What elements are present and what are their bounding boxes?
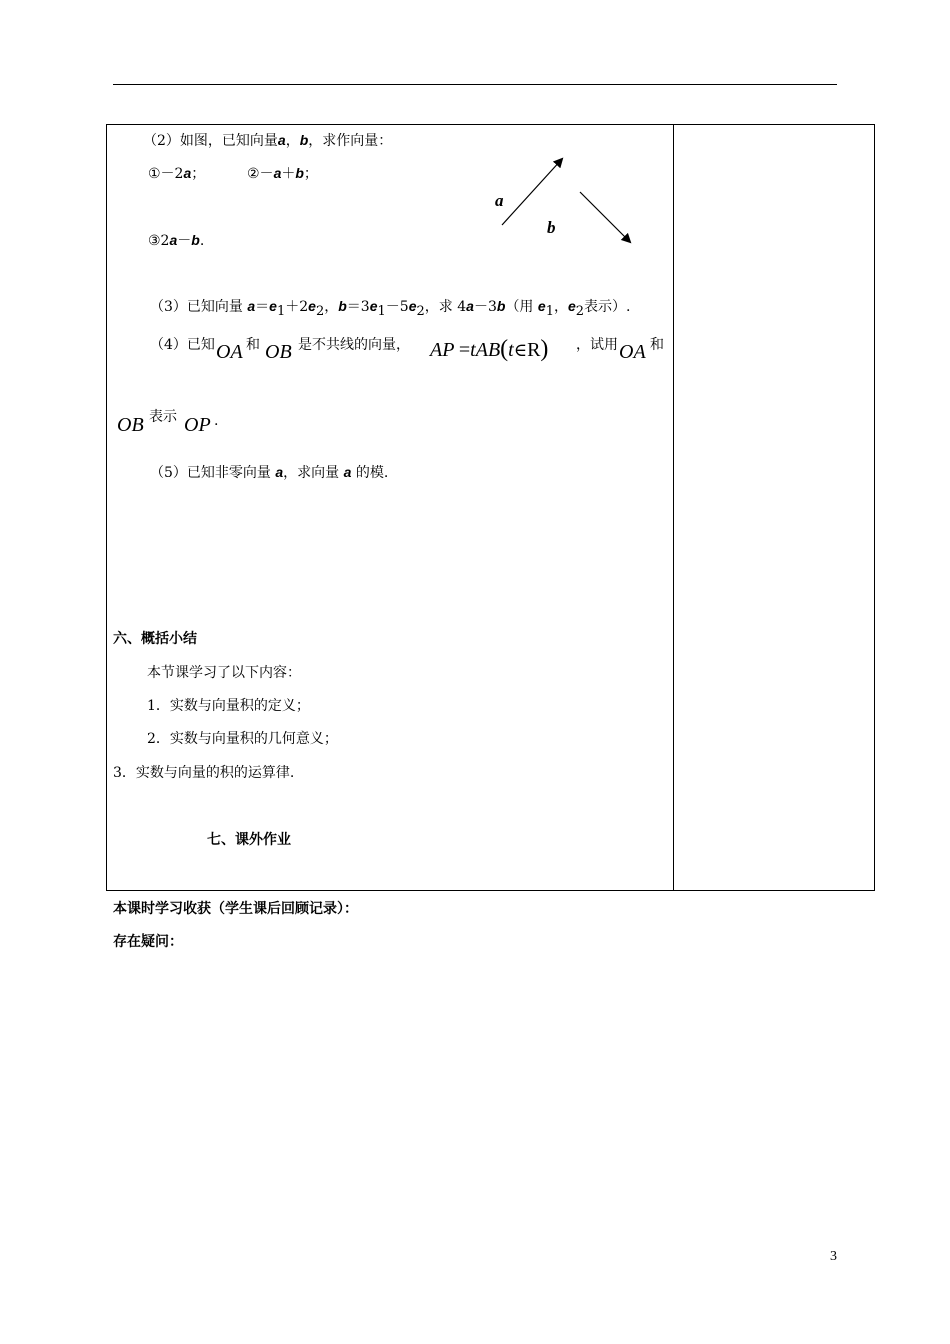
q2-var-a: a bbox=[277, 132, 286, 148]
q3-e1: e bbox=[269, 298, 277, 314]
q2-sub3-minus: － bbox=[177, 233, 192, 249]
q2-sub3-end: . bbox=[199, 233, 205, 249]
q2-sub3-var-b: b bbox=[191, 232, 200, 248]
q2-sub1-label: ①－2 bbox=[148, 166, 184, 182]
q4-text-4: 表示 bbox=[149, 409, 177, 425]
vector-figure bbox=[480, 150, 650, 260]
formula-paren-open: ( bbox=[500, 336, 509, 362]
q3-eq2: ＝3 bbox=[346, 299, 370, 315]
q5-text-3: 的模. bbox=[351, 465, 389, 481]
question-2 bbox=[143, 130, 392, 150]
q3-plus: ＋2 bbox=[285, 299, 309, 315]
q3-text-2: ，求 4 bbox=[424, 299, 467, 315]
q5-var-a: a bbox=[275, 464, 284, 480]
q3-minus2: －3 bbox=[473, 299, 497, 315]
homework-heading: 七、课外作业 bbox=[207, 832, 291, 848]
q3-e5-sub: 1 bbox=[545, 303, 554, 319]
q3-e4-sub: 2 bbox=[416, 303, 425, 319]
q3-e3: e bbox=[369, 298, 378, 314]
questions-label: 存在疑问： bbox=[113, 934, 183, 950]
q4-text-2: 是不共线的向量， bbox=[298, 337, 410, 353]
q3-comma: ， bbox=[324, 299, 339, 315]
q3-var-a: a bbox=[247, 298, 256, 314]
question-3 bbox=[150, 296, 631, 319]
q4-vec-OP: OP bbox=[184, 414, 211, 436]
q3-e6-sub: 2 bbox=[575, 303, 585, 319]
q3-e2-sub: 2 bbox=[315, 303, 325, 319]
formula-AB: AB bbox=[475, 339, 501, 361]
q2-var-b: b bbox=[299, 132, 309, 148]
formula-t2: t bbox=[508, 339, 514, 361]
q3-e4: e bbox=[408, 298, 417, 314]
vector-a-arrow bbox=[502, 159, 562, 225]
q2-sub2-plus: ＋ bbox=[281, 166, 296, 182]
vector-b-arrow bbox=[580, 192, 630, 242]
q2-sub-2 bbox=[247, 163, 318, 183]
header-rule bbox=[113, 84, 837, 85]
table-column-divider bbox=[673, 124, 674, 891]
q4-text-1: （4）已知 bbox=[150, 337, 215, 353]
q4-formula bbox=[430, 336, 548, 363]
q5-var-a2: a bbox=[343, 464, 352, 480]
q4-vec-OA: OA bbox=[216, 341, 243, 363]
q4-he2: 和 bbox=[650, 337, 664, 353]
q2-sub3-var-a: a bbox=[169, 232, 178, 248]
q3-text-3: （用 bbox=[505, 299, 538, 315]
q5-text-1: （5）已知非零向量 bbox=[150, 465, 276, 481]
formula-t: t bbox=[470, 339, 476, 361]
summary-intro: 本节课学习了以下内容： bbox=[147, 665, 301, 681]
q2-sub2-var-b: b bbox=[295, 165, 304, 181]
q3-eq: ＝ bbox=[255, 299, 270, 315]
q2-text-suffix: ，求作向量： bbox=[308, 133, 393, 149]
q3-e3-sub: 1 bbox=[377, 303, 386, 319]
q2-sub1-var: a bbox=[183, 165, 192, 181]
formula-AP: AP bbox=[430, 339, 455, 361]
q3-text-4: 表示）. bbox=[584, 299, 631, 315]
q2-sub-1 bbox=[148, 163, 205, 183]
vector-a-label: a bbox=[495, 191, 504, 210]
formula-in: ∈ bbox=[513, 340, 528, 360]
q4-end: . bbox=[214, 413, 219, 429]
q3-var-b: b bbox=[338, 298, 347, 314]
q3-var-b2: b bbox=[496, 298, 506, 314]
summary-point-2: 2．实数与向量积的几何意义； bbox=[147, 731, 338, 747]
q2-sub1-end: ； bbox=[191, 166, 206, 182]
summary-point-3: 3．实数与向量的积的运算律. bbox=[113, 765, 295, 781]
q4-vec-OB: OB bbox=[265, 341, 292, 363]
learning-gain-label: 本课时学习收获（学生课后回顾记录）： bbox=[113, 901, 358, 917]
q4-he: 和 bbox=[246, 337, 260, 353]
summary-point-1: 1．实数与向量积的定义； bbox=[147, 698, 310, 714]
q2-comma: ， bbox=[285, 133, 300, 149]
q4-text-3: ，试用 bbox=[576, 337, 618, 353]
q2-text-prefix: （2）如图，已知向量 bbox=[143, 133, 278, 149]
q5-text-2: ，求向量 bbox=[283, 465, 344, 481]
q4-vec-OB2: OB bbox=[117, 414, 144, 436]
q2-sub2-end: ； bbox=[303, 166, 318, 182]
vector-b-label: b bbox=[547, 218, 556, 237]
q3-e1-sub: 1 bbox=[276, 303, 286, 319]
formula-equals: = bbox=[458, 339, 471, 361]
summary-heading: 六、概括小结 bbox=[113, 631, 197, 647]
q3-text-1: （3）已知向量 bbox=[150, 299, 248, 315]
formula-R: R bbox=[527, 339, 541, 361]
q3-e5: e bbox=[537, 298, 546, 314]
q3-minus: －5 bbox=[385, 299, 409, 315]
q2-sub2-var-a: a bbox=[273, 165, 282, 181]
question-5 bbox=[150, 462, 388, 482]
q2-sub3-label: ③2 bbox=[148, 233, 170, 249]
q4-vec-OA2: OA bbox=[619, 341, 646, 363]
q3-e2: e bbox=[308, 298, 316, 314]
q3-var-a2: a bbox=[466, 298, 474, 314]
q3-e6: e bbox=[567, 298, 576, 314]
formula-paren-close: ) bbox=[540, 336, 549, 362]
page-number: 3 bbox=[830, 1249, 837, 1264]
q2-sub2-label: ②－ bbox=[247, 166, 274, 182]
q2-sub-3 bbox=[148, 230, 204, 250]
q3-comma2: ， bbox=[553, 299, 568, 315]
